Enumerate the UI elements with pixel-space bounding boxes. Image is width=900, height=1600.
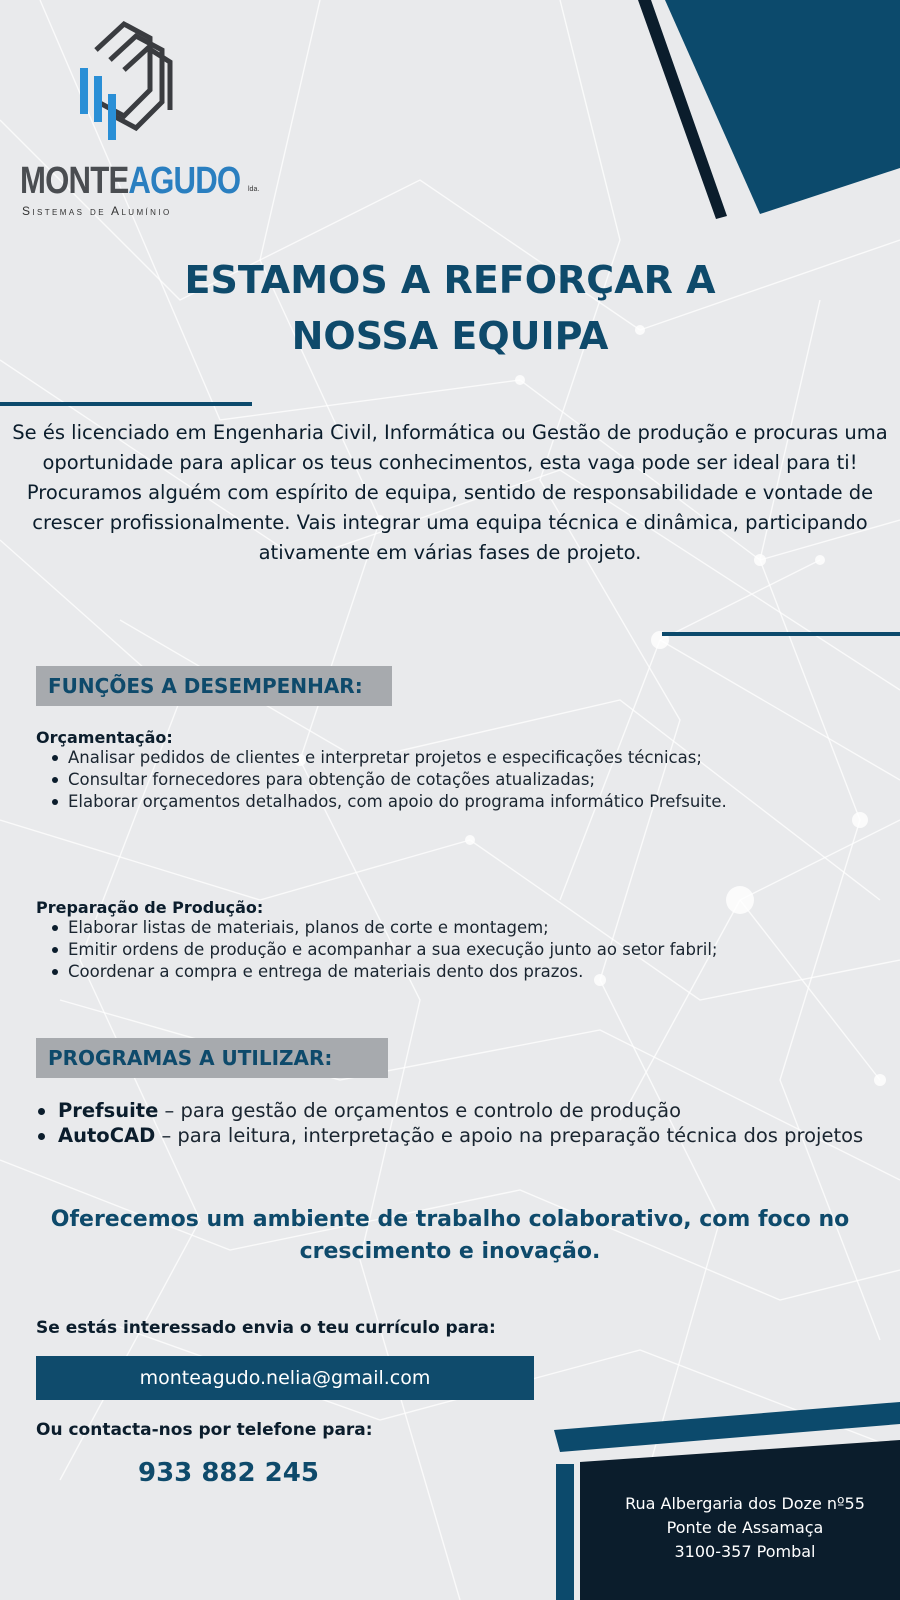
phone-number[interactable]: 933 882 245: [138, 1458, 319, 1488]
intro-paragraph-1: Se és licenciado em Engenharia Civil, Informática ou Gestão de produção e procuras uma oportunidade para aplicar os teus conhecimentos, esta vaga pode ser ideal para ti!: [12, 421, 888, 474]
production-list: [36, 917, 756, 983]
production-title: Preparação de Produção:: [36, 898, 264, 917]
left-divider: [0, 402, 252, 406]
address-line2: Ponte de Assamaça: [666, 1518, 824, 1537]
address-line3: 3100-357 Pombal: [674, 1542, 816, 1561]
program-desc: – para gestão de orçamentos e controlo de produção: [158, 1099, 682, 1122]
headline-line1: ESTAMOS A REFORÇAR A: [184, 258, 716, 302]
headline-line2: NOSSA EQUIPA: [291, 314, 609, 358]
program-item: [36, 1098, 886, 1123]
page-headline: [0, 252, 900, 364]
intro-paragraph-2: Procuramos alguém com espírito de equipa, sentido de responsabilidade e vontade de crescer profissionalmente. Vais integrar uma equipa técnica e dinâmica, participando ativamente em várias fases de projeto.: [26, 481, 874, 564]
list-item: Coordenar a compra e entrega de materiais dento dos prazos.: [36, 961, 756, 983]
cv-prompt: Se estás interessado envia o teu currículo para:: [36, 1318, 496, 1338]
phone-prompt: Ou contacta-nos por telefone para:: [36, 1420, 373, 1440]
list-item: Consultar fornecedores para obtenção de cotações atualizadas;: [36, 769, 756, 791]
program-name: Prefsuite: [58, 1099, 159, 1122]
list-item: Emitir ordens de produção e acompanhar a sua execução junto ao setor fabril;: [36, 939, 756, 961]
budgeting-list: [36, 747, 756, 813]
offer-line1: Oferecemos um ambiente de trabalho colaborativo, com foco no: [50, 1207, 850, 1232]
list-item: Elaborar orçamentos detalhados, com apoio do programa informático Prefsuite.: [36, 791, 756, 813]
functions-budgeting: [36, 728, 756, 813]
monteagudo-logo-icon: [76, 20, 176, 140]
programs-list: [36, 1098, 886, 1148]
right-divider: [662, 632, 900, 636]
offer-line2: crescimento e inovação.: [299, 1239, 601, 1264]
program-item: [36, 1123, 886, 1148]
offer-statement: [20, 1204, 880, 1268]
functions-heading: FUNÇÕES A DESEMPENHAR:: [36, 666, 392, 706]
budgeting-title: Orçamentação:: [36, 728, 173, 747]
brand-name-part1: MONTE: [20, 160, 129, 202]
brand-name-part2: AGUDO: [128, 160, 241, 202]
list-item: Elaborar listas de materiais, planos de corte e montagem;: [36, 917, 756, 939]
company-address: [600, 1492, 890, 1564]
list-item: Analisar pedidos de clientes e interpretar projetos e especificações técnicas;: [36, 747, 756, 769]
programs-heading: PROGRAMAS A UTILIZAR:: [36, 1038, 388, 1078]
brand-suffix: lda.: [248, 186, 260, 193]
brand-wordmark: [20, 162, 240, 200]
program-name: AutoCAD: [58, 1124, 156, 1147]
program-desc: – para leitura, interpretação e apoio na preparação técnica dos projetos: [155, 1124, 864, 1147]
email-link[interactable]: monteagudo.nelia@gmail.com: [36, 1356, 534, 1400]
address-line1: Rua Albergaria dos Doze nº55: [625, 1494, 865, 1513]
functions-production: [36, 898, 756, 983]
brand-subtitle: Sistemas de Alumínio: [22, 204, 172, 218]
intro-text: [8, 418, 892, 568]
